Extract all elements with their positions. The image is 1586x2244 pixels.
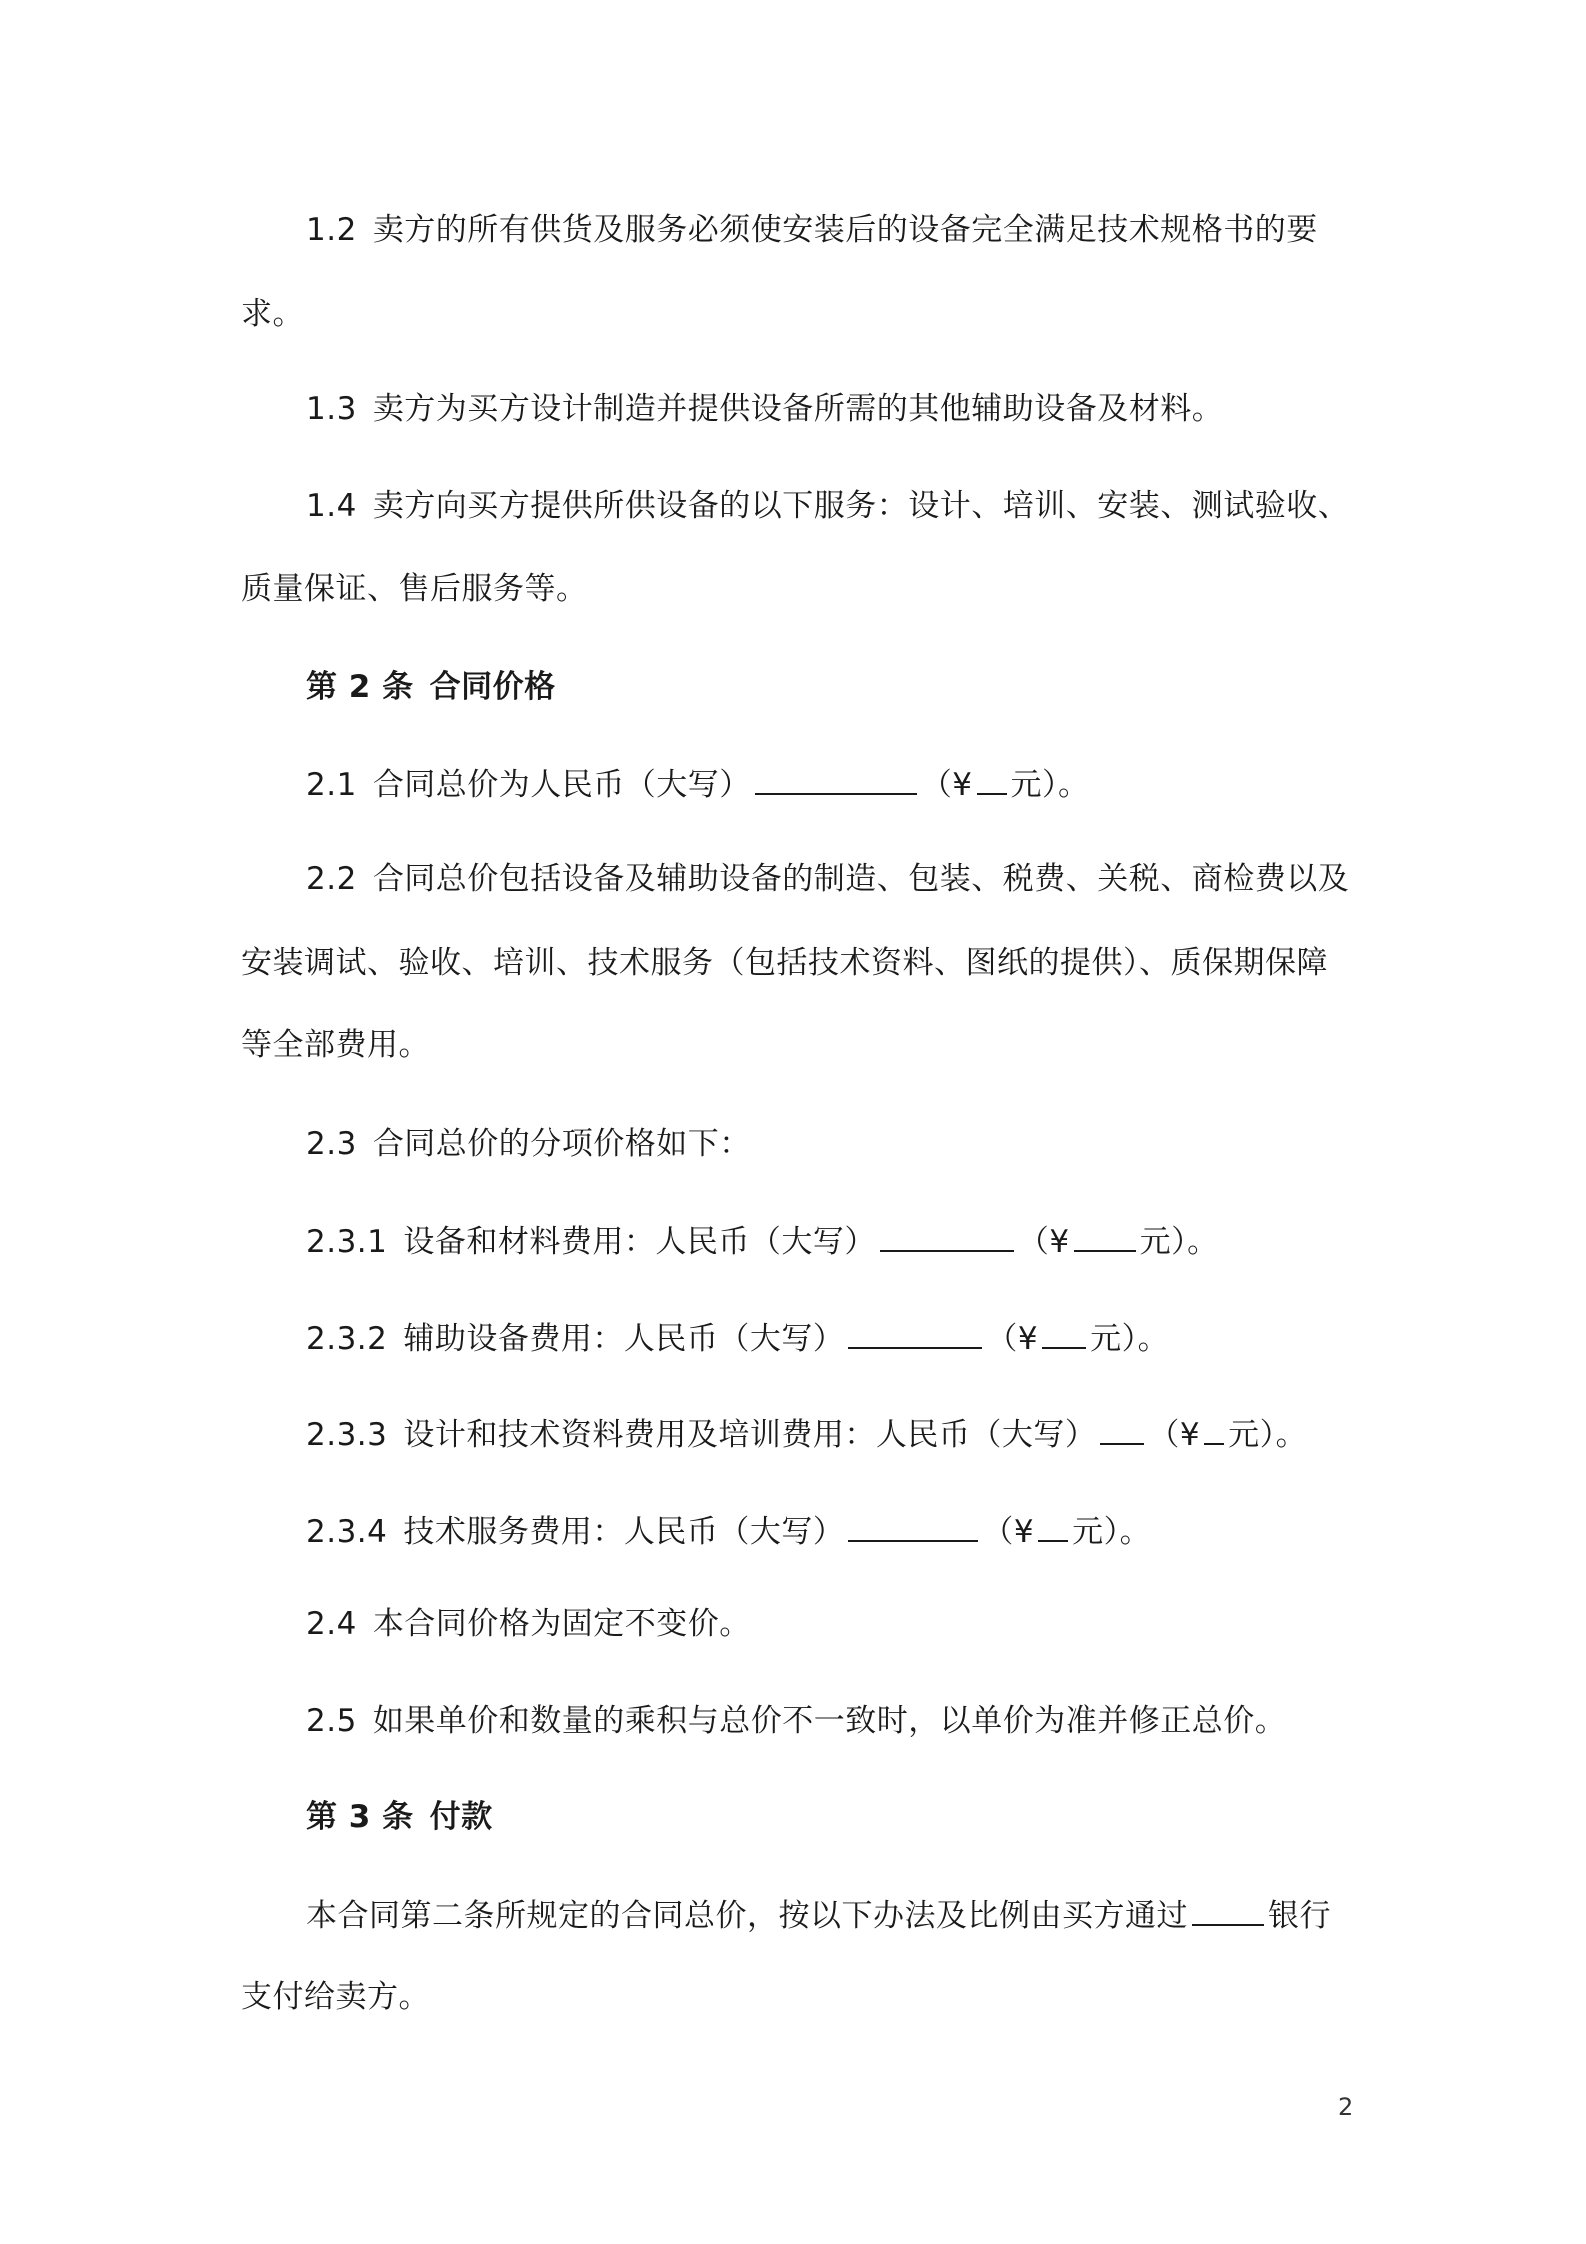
clause-text: （¥ (920, 767, 973, 803)
article-title: 合同价格 (429, 669, 556, 705)
clause-text: 合同总价包括设备及辅助设备的制造、包装、税费、关税、商检费以及 (372, 861, 1350, 897)
clause-text: 质量保证、售后服务等。 (241, 571, 588, 607)
clause-number: 2.5 (306, 1703, 357, 1739)
clause-text: 设备和材料费用：人民币（大写） (403, 1224, 876, 1260)
clause-1-2-line-1 (306, 210, 1318, 250)
clause-2-3-1 (306, 1220, 1219, 1262)
page-number: 2 (1338, 2093, 1354, 2121)
clause-number: 2.3.4 (306, 1514, 388, 1550)
amount-words-blank[interactable] (1100, 1413, 1144, 1445)
clause-2-2-line-3 (241, 1025, 430, 1065)
article-3-heading (306, 1797, 493, 1837)
amount-words-blank[interactable] (848, 1317, 982, 1349)
clause-text: （¥ (1148, 1417, 1201, 1453)
clause-number: 1.4 (306, 488, 357, 524)
clause-number: 1.3 (306, 391, 357, 427)
clause-2-3-3 (306, 1413, 1307, 1455)
article-number: 第 3 条 (306, 1799, 414, 1835)
clause-text: 银行 (1268, 1898, 1331, 1934)
clause-1-4-line-1 (306, 486, 1349, 526)
clause-text: 等全部费用。 (241, 1027, 430, 1063)
clause-text: 技术服务费用：人民币（大写） (403, 1514, 845, 1550)
amount-figure-blank[interactable] (1074, 1220, 1136, 1252)
clause-2-3 (306, 1124, 751, 1164)
clause-number: 2.1 (306, 767, 357, 803)
clause-text: 元）。 (1090, 1321, 1170, 1357)
clause-2-3-2 (306, 1317, 1169, 1359)
clause-text: 如果单价和数量的乘积与总价不一致时，以单价为准并修正总价。 (372, 1703, 1287, 1739)
clause-number: 2.4 (306, 1606, 357, 1642)
clause-text: （¥ (1017, 1224, 1070, 1260)
amount-figure-blank[interactable] (977, 763, 1007, 795)
article-number: 第 2 条 (306, 669, 414, 705)
clause-number: 2.3.1 (306, 1224, 388, 1260)
clause-text: 合同总价为人民币（大写） (372, 767, 751, 803)
clause-number: 2.3.3 (306, 1417, 388, 1453)
clause-text: 卖方为买方设计制造并提供设备所需的其他辅助设备及材料。 (372, 391, 1224, 427)
clause-2-2-line-1 (306, 859, 1349, 899)
amount-words-blank[interactable] (880, 1220, 1014, 1252)
clause-text: 辅助设备费用：人民币（大写） (403, 1321, 845, 1357)
clause-text: 本合同第二条所规定的合同总价，按以下办法及比例由买方通过 (306, 1898, 1188, 1934)
clause-text: 安装调试、验收、培训、技术服务（包括技术资料、图纸的提供）、质保期保障 (241, 945, 1328, 981)
clause-text: 求。 (241, 296, 304, 332)
clause-text: 元）。 (1139, 1224, 1219, 1260)
clause-text: 合同总价的分项价格如下： (372, 1126, 751, 1162)
clause-text: 设计和技术资料费用及培训费用：人民币（大写） (403, 1417, 1097, 1453)
amount-figure-blank[interactable] (1042, 1317, 1086, 1349)
clause-2-5 (306, 1701, 1286, 1741)
bank-name-blank[interactable] (1192, 1894, 1264, 1926)
clause-text: 本合同价格为固定不变价。 (372, 1606, 751, 1642)
clause-text: 元）。 (1228, 1417, 1308, 1453)
article-2-heading (306, 667, 556, 707)
clause-text: 卖方的所有供货及服务必须使安装后的设备完全满足技术规格书的要 (372, 212, 1318, 248)
clause-text: 元）。 (1010, 767, 1090, 803)
clause-1-2-line-2 (241, 294, 304, 334)
clause-2-3-4 (306, 1510, 1151, 1552)
amount-figure-blank[interactable] (1204, 1413, 1224, 1445)
clause-2-4 (306, 1604, 751, 1644)
clause-number: 2.3 (306, 1126, 357, 1162)
clause-2-1 (306, 763, 1090, 805)
clause-1-4-line-2 (241, 569, 588, 609)
clause-1-3 (306, 389, 1223, 429)
clause-number: 2.2 (306, 861, 357, 897)
amount-figure-blank[interactable] (1038, 1510, 1068, 1542)
clause-number: 1.2 (306, 212, 357, 248)
clause-text: （¥ (986, 1321, 1039, 1357)
amount-words-blank[interactable] (848, 1510, 978, 1542)
clause-text: 元）。 (1072, 1514, 1152, 1550)
clause-2-2-line-2 (241, 943, 1328, 983)
clause-text: （¥ (982, 1514, 1035, 1550)
clause-text: 支付给卖方。 (241, 1979, 430, 2015)
amount-words-blank[interactable] (755, 763, 917, 795)
clause-number: 2.3.2 (306, 1321, 388, 1357)
payment-line-1 (306, 1894, 1331, 1936)
payment-line-2 (241, 1977, 430, 2017)
article-title: 付款 (429, 1799, 493, 1835)
clause-text: 卖方向买方提供所供设备的以下服务：设计、培训、安装、测试验收、 (372, 488, 1350, 524)
